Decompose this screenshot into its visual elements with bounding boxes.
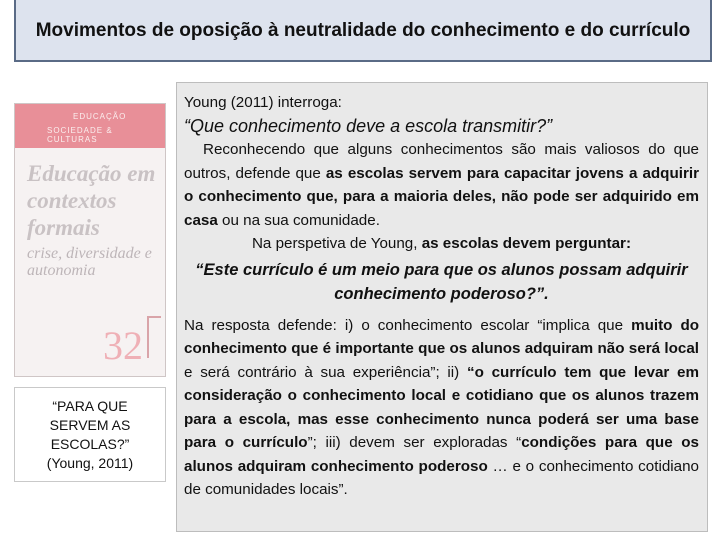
book-caption [14, 387, 166, 482]
book-number: 32 [103, 323, 143, 368]
p5-part-f: condições para que os alunos adquiram conhecimento poderoso [184, 434, 699, 475]
p5-part-d: “o currículo tem que levar em consideração o conhecimento local e cotidiano que os alunos trazem para a escola, mas esse conhecimento nunca poderá ser uma base para o currículo [184, 363, 699, 451]
p2-part-c: ou na sua comunidade. [217, 211, 380, 229]
slide-title: Movimentos de oposição à neutralidade do conhecimento e do currículo [35, 19, 691, 41]
book-cover-image [14, 103, 166, 377]
intro-text: Young (2011) interroga: [184, 94, 342, 111]
p2-part-a: Reconhecendo que alguns conhecimentos são mais valiosos do que outros, defende que [184, 141, 699, 182]
book-title: Educação em contextos formais [27, 161, 156, 240]
paragraph-perspective [184, 232, 699, 256]
caption-line2: SERVEM AS [49, 416, 131, 433]
publisher-logo-icon [147, 316, 161, 358]
p5-part-g: … e o conhecimento cotidiano de comunidades locais”. [184, 457, 699, 498]
main-text-panel [176, 82, 708, 532]
p5-part-a: Na resposta defende: i) o conhecimento escolar “implica que [184, 316, 632, 334]
p5-part-e: ”; iii) devem ser exploradas “ [307, 434, 522, 451]
slide-title-bar [14, 0, 712, 62]
question-text [184, 115, 699, 139]
caption-line1: “PARA QUE [52, 397, 128, 414]
book-subtitle: crise, diversidade e autonomia [27, 245, 152, 279]
p5-part-c: e será contrário à sua experiência”; ii) [184, 363, 467, 381]
p3-part-b: as escolas devem perguntar: [421, 235, 632, 252]
caption-line4: (Young, 2011) [46, 454, 134, 471]
curriculum-question: “Este currículo é um meio para que os alunos possam adquirir conhecimento poderoso?”. [195, 260, 688, 303]
paragraph-response [184, 314, 699, 502]
caption-line3: ESCOLAS?” [50, 435, 130, 452]
p5-part-b: muito do conhecimento que é importante que os alunos adquiram não será local [184, 316, 699, 357]
p3-part-a: Na perspetiva de Young, [251, 235, 422, 252]
p2-part-b: as escolas servem para capacitar jovens a adquirir o conhecimento que, para a maioria deles, não pode ser adquirido em casa [184, 164, 699, 229]
book-series-line1: EDUCAÇÃO [73, 112, 127, 121]
book-series-line2: SOCIEDADE & CULTURAS [47, 126, 113, 144]
question-quote: “Que conhecimento deve a escola transmitir?” [184, 115, 553, 136]
paragraph-young-defends [184, 138, 699, 232]
